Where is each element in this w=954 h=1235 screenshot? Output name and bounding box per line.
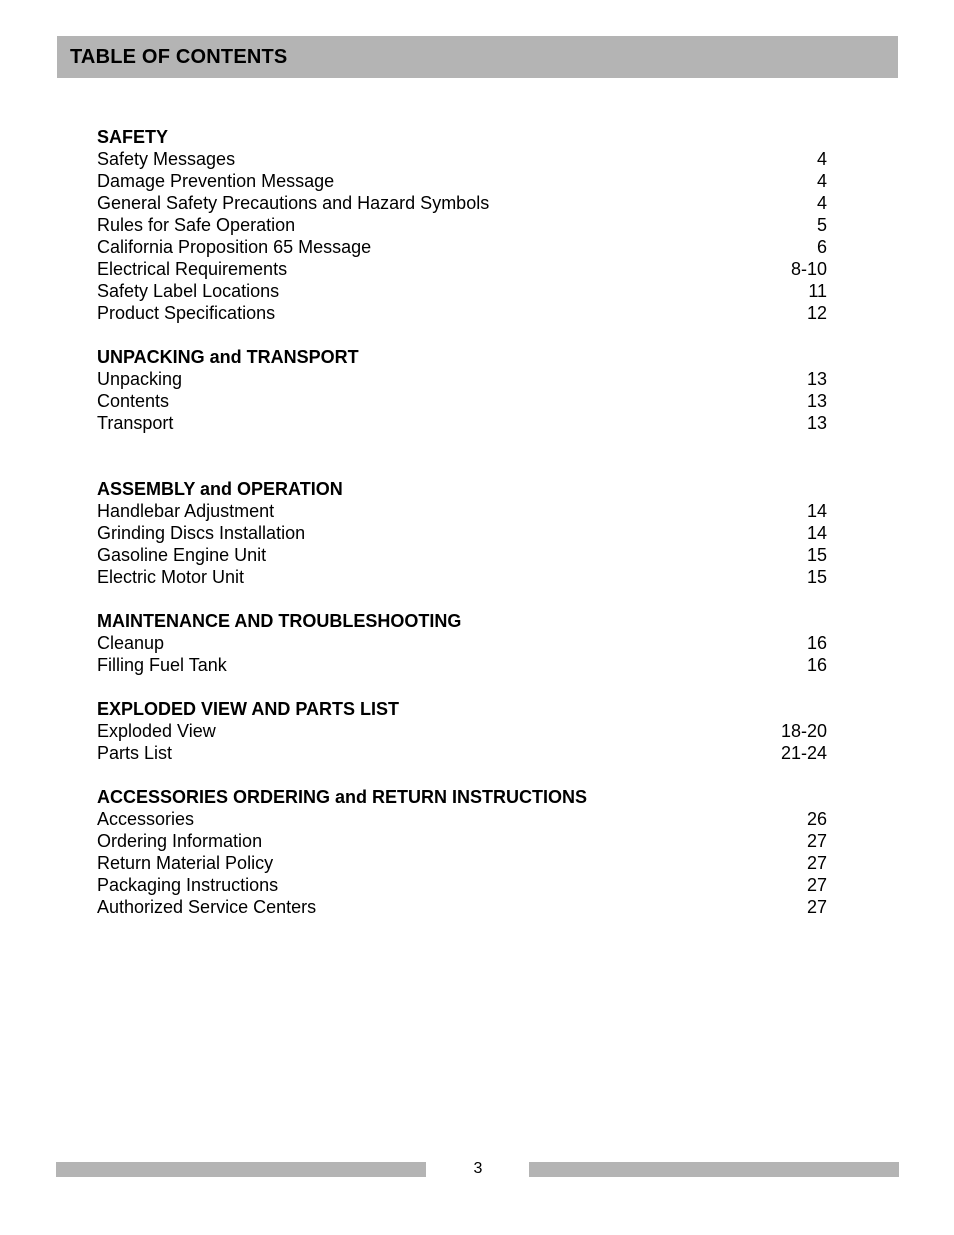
entry-page-number: 15 — [806, 567, 827, 587]
entry-label: Product Specifications — [97, 303, 276, 323]
toc-entry[interactable] — [97, 368, 827, 390]
entry-label: Unpacking — [97, 369, 183, 389]
entry-label: Ordering Information — [97, 831, 263, 851]
entry-page-number: 16 — [806, 655, 827, 675]
toc-entry[interactable] — [97, 148, 827, 170]
toc-entry[interactable] — [97, 412, 827, 434]
section-heading: ACCESSORIES ORDERING and RETURN INSTRUCTIONS — [97, 787, 588, 807]
page-title: TABLE OF CONTENTS — [70, 45, 288, 68]
entry-page-number: 13 — [806, 369, 827, 389]
toc-section-safety — [97, 126, 827, 324]
toc-entry[interactable] — [97, 808, 827, 830]
entry-page-number: 4 — [816, 193, 827, 213]
toc-entry[interactable] — [97, 258, 827, 280]
entry-label: General Safety Precautions and Hazard Symbols — [97, 193, 490, 213]
toc-entry[interactable] — [97, 720, 827, 742]
toc-entry[interactable] — [97, 896, 827, 918]
header-bar — [57, 36, 898, 78]
entry-page-number: 18-20 — [780, 721, 827, 741]
entry-label: Rules for Safe Operation — [97, 215, 296, 235]
toc-entry[interactable] — [97, 632, 827, 654]
entry-page-number: 26 — [806, 809, 827, 829]
toc-entry[interactable] — [97, 830, 827, 852]
entry-label: Return Material Policy — [97, 853, 274, 873]
entry-page-number: 27 — [806, 853, 827, 873]
entry-label: Grinding Discs Installation — [97, 523, 306, 543]
entry-label: Handlebar Adjustment — [97, 501, 275, 521]
section-heading: MAINTENANCE AND TROUBLESHOOTING — [97, 611, 462, 631]
toc-entry[interactable] — [97, 522, 827, 544]
section-heading: EXPLODED VIEW AND PARTS LIST — [97, 699, 400, 719]
entry-label: Packaging Instructions — [97, 875, 279, 895]
toc-entry[interactable] — [97, 544, 827, 566]
toc-entry[interactable] — [97, 742, 827, 764]
entry-label: Electrical Requirements — [97, 259, 288, 279]
entry-label: Safety Label Locations — [97, 281, 280, 301]
section-heading: ASSEMBLY and OPERATION — [97, 479, 343, 499]
entry-label: Gasoline Engine Unit — [97, 545, 267, 565]
section-heading: SAFETY — [97, 127, 169, 147]
entry-page-number: 27 — [806, 897, 827, 917]
section-heading: UNPACKING and TRANSPORT — [97, 347, 359, 367]
entry-page-number: 15 — [806, 545, 827, 565]
toc-entry[interactable] — [97, 280, 827, 302]
entry-page-number: 5 — [816, 215, 827, 235]
toc-entry[interactable] — [97, 874, 827, 896]
entry-label: Authorized Service Centers — [97, 897, 317, 917]
entry-page-number: 4 — [816, 171, 827, 191]
toc-entry[interactable] — [97, 852, 827, 874]
toc-entry[interactable] — [97, 654, 827, 676]
entry-label: Accessories — [97, 809, 195, 829]
page-number: 3 — [473, 1160, 483, 1177]
toc-entry[interactable] — [97, 170, 827, 192]
footer-bar-left — [56, 1162, 426, 1177]
toc-section-maintenance — [97, 610, 827, 676]
entry-label: Damage Prevention Message — [97, 171, 335, 191]
toc-section-unpacking — [97, 346, 827, 434]
entry-page-number: 8-10 — [790, 259, 827, 279]
toc-section-accessories — [97, 786, 827, 918]
entry-page-number: 27 — [806, 875, 827, 895]
entry-page-number: 14 — [806, 501, 827, 521]
entry-page-number: 21-24 — [780, 743, 827, 763]
entry-label: Contents — [97, 391, 170, 411]
entry-label: Filling Fuel Tank — [97, 655, 227, 675]
entry-label: Exploded View — [97, 721, 216, 741]
entry-page-number: 16 — [806, 633, 827, 653]
entry-label: Safety Messages — [97, 149, 236, 169]
entry-page-number: 4 — [816, 149, 827, 169]
toc-section-exploded-view — [97, 698, 827, 764]
toc-section-assembly — [97, 478, 827, 588]
entry-page-number: 6 — [816, 237, 827, 257]
entry-page-number: 13 — [806, 391, 827, 411]
entry-label: Parts List — [97, 743, 173, 763]
entry-page-number: 12 — [806, 303, 827, 323]
entry-page-number: 13 — [806, 413, 827, 433]
toc-entry[interactable] — [97, 236, 827, 258]
toc-entry[interactable] — [97, 390, 827, 412]
entry-page-number: 27 — [806, 831, 827, 851]
entry-label: Cleanup — [97, 633, 165, 653]
entry-label: Transport — [97, 413, 174, 433]
toc-entry[interactable] — [97, 500, 827, 522]
toc-entry[interactable] — [97, 302, 827, 324]
entry-page-number: 14 — [806, 523, 827, 543]
entry-label: California Proposition 65 Message — [97, 237, 372, 257]
entry-label: Electric Motor Unit — [97, 567, 245, 587]
toc-entry[interactable] — [97, 566, 827, 588]
toc-entry[interactable] — [97, 192, 827, 214]
toc-entry[interactable] — [97, 214, 827, 236]
footer-bar-right — [529, 1162, 899, 1177]
entry-page-number: 11 — [808, 281, 827, 301]
table-of-contents — [97, 126, 827, 940]
